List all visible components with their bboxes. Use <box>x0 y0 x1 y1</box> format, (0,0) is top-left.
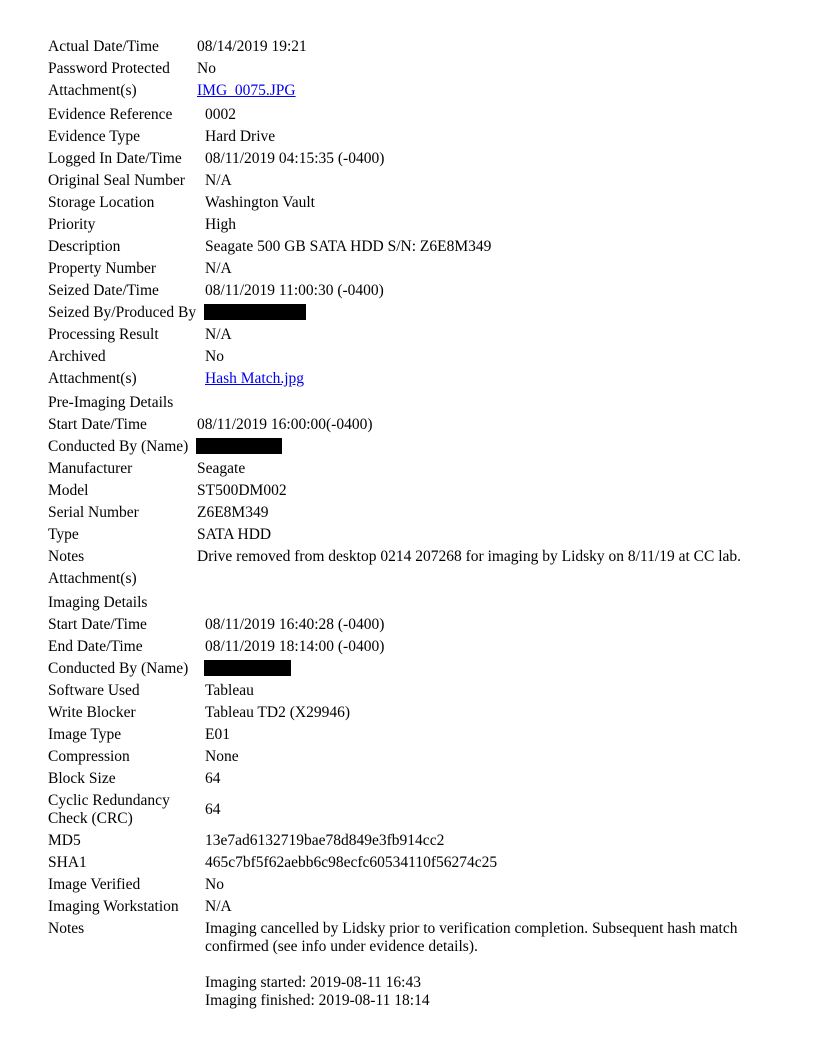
img-end-value: 08/11/2019 18:14:00 (-0400) <box>205 638 385 655</box>
attachment-link-hash-match[interactable]: Hash Match.jpg <box>205 370 305 387</box>
password-protected-label: Password Protected <box>48 60 170 77</box>
img-notes-finished: Imaging finished: 2019-08-11 18:14 <box>205 992 430 1009</box>
img-end-label: End Date/Time <box>48 638 143 655</box>
img-notes-paragraph: Imaging cancelled by Lidsky prior to verification completion. Subsequent hash match confirmed (see info under evidence details). <box>205 920 738 955</box>
description-value: Seagate 500 GB SATA HDD S/N: Z6E8M349 <box>205 238 492 255</box>
block-size-value: 64 <box>205 770 221 787</box>
attachment-link-img[interactable]: IMG_0075.JPG <box>197 82 296 99</box>
seal-number-label: Original Seal Number <box>48 172 185 189</box>
img-conducted-label: Conducted By (Name) <box>48 660 189 677</box>
pre-conducted-label: Conducted By (Name) <box>48 438 189 455</box>
block-size-label: Block Size <box>48 770 116 787</box>
img-notes-value <box>205 920 765 1010</box>
md5-label: MD5 <box>48 832 81 849</box>
redaction-box <box>204 304 306 320</box>
property-number-value: N/A <box>205 260 232 277</box>
imaging-section-title: Imaging Details <box>48 594 148 611</box>
type-value: SATA HDD <box>197 526 272 543</box>
compression-label: Compression <box>48 748 130 765</box>
manufacturer-label: Manufacturer <box>48 460 133 477</box>
crc-value: 64 <box>205 801 221 818</box>
storage-location-value: Washington Vault <box>205 194 315 211</box>
priority-value: High <box>205 216 236 233</box>
processing-result-label: Processing Result <box>48 326 159 343</box>
seized-datetime-label: Seized Date/Time <box>48 282 159 299</box>
pre-notes-value: Drive removed from desktop 0214 207268 for imaging by Lidsky on 8/11/19 at CC lab. <box>197 548 742 565</box>
password-protected-value: No <box>197 60 216 77</box>
description-label: Description <box>48 238 121 255</box>
manufacturer-value: Seagate <box>197 460 246 477</box>
logged-in-label: Logged In Date/Time <box>48 150 182 167</box>
priority-label: Priority <box>48 216 96 233</box>
workstation-value: N/A <box>205 898 232 915</box>
img-start-value: 08/11/2019 16:40:28 (-0400) <box>205 616 385 633</box>
archived-label: Archived <box>48 348 106 365</box>
pre-notes-label: Notes <box>48 548 85 565</box>
write-blocker-label: Write Blocker <box>48 704 136 721</box>
actual-datetime-value: 08/14/2019 19:21 <box>197 38 307 55</box>
img-notes-label: Notes <box>48 920 85 937</box>
evidence-reference-label: Evidence Reference <box>48 106 173 123</box>
image-verified-label: Image Verified <box>48 876 141 893</box>
actual-datetime-label: Actual Date/Time <box>48 38 159 55</box>
model-label: Model <box>48 482 89 499</box>
type-label: Type <box>48 526 79 543</box>
evidence-reference-value: 0002 <box>205 106 236 123</box>
image-verified-value: No <box>205 876 224 893</box>
redaction-box <box>196 438 282 454</box>
seized-by-label: Seized By/Produced By <box>48 304 197 321</box>
compression-value: None <box>205 748 239 765</box>
image-type-label: Image Type <box>48 726 122 743</box>
pre-start-value: 08/11/2019 16:00:00(-0400) <box>197 416 373 433</box>
logged-in-value: 08/11/2019 04:15:35 (-0400) <box>205 150 385 167</box>
software-label: Software Used <box>48 682 140 699</box>
serial-number-value: Z6E8M349 <box>197 504 269 521</box>
image-type-value: E01 <box>205 726 230 743</box>
sha1-value: 465c7bf5f62aebb6c98ecfc60534110f56274c25 <box>205 854 498 871</box>
pre-attachment-label: Attachment(s) <box>48 570 137 587</box>
workstation-label: Imaging Workstation <box>48 898 179 915</box>
sha1-label: SHA1 <box>48 854 87 871</box>
pre-start-label: Start Date/Time <box>48 416 147 433</box>
img-start-label: Start Date/Time <box>48 616 147 633</box>
img-notes-started: Imaging started: 2019-08-11 16:43 <box>205 974 421 991</box>
serial-number-label: Serial Number <box>48 504 139 521</box>
write-blocker-value: Tableau TD2 (X29946) <box>205 704 350 721</box>
evidence-type-label: Evidence Type <box>48 128 141 145</box>
model-value: ST500DM002 <box>197 482 287 499</box>
seal-number-value: N/A <box>205 172 232 189</box>
processing-result-value: N/A <box>205 326 232 343</box>
crc-label <box>48 792 170 828</box>
property-number-label: Property Number <box>48 260 157 277</box>
seized-datetime-value: 08/11/2019 11:00:30 (-0400) <box>205 282 384 299</box>
storage-location-label: Storage Location <box>48 194 155 211</box>
attachment-label: Attachment(s) <box>48 82 137 99</box>
md5-value: 13e7ad6132719bae78d849e3fb914cc2 <box>205 832 445 849</box>
attachment-label: Attachment(s) <box>48 370 137 387</box>
evidence-type-value: Hard Drive <box>205 128 276 145</box>
archived-value: No <box>205 348 224 365</box>
redaction-box <box>204 660 291 676</box>
pre-imaging-section-title: Pre-Imaging Details <box>48 394 174 411</box>
crc-label-line1: Cyclic Redundancy <box>48 792 170 809</box>
software-value: Tableau <box>205 682 254 699</box>
crc-label-line2: Check (CRC) <box>48 810 133 827</box>
